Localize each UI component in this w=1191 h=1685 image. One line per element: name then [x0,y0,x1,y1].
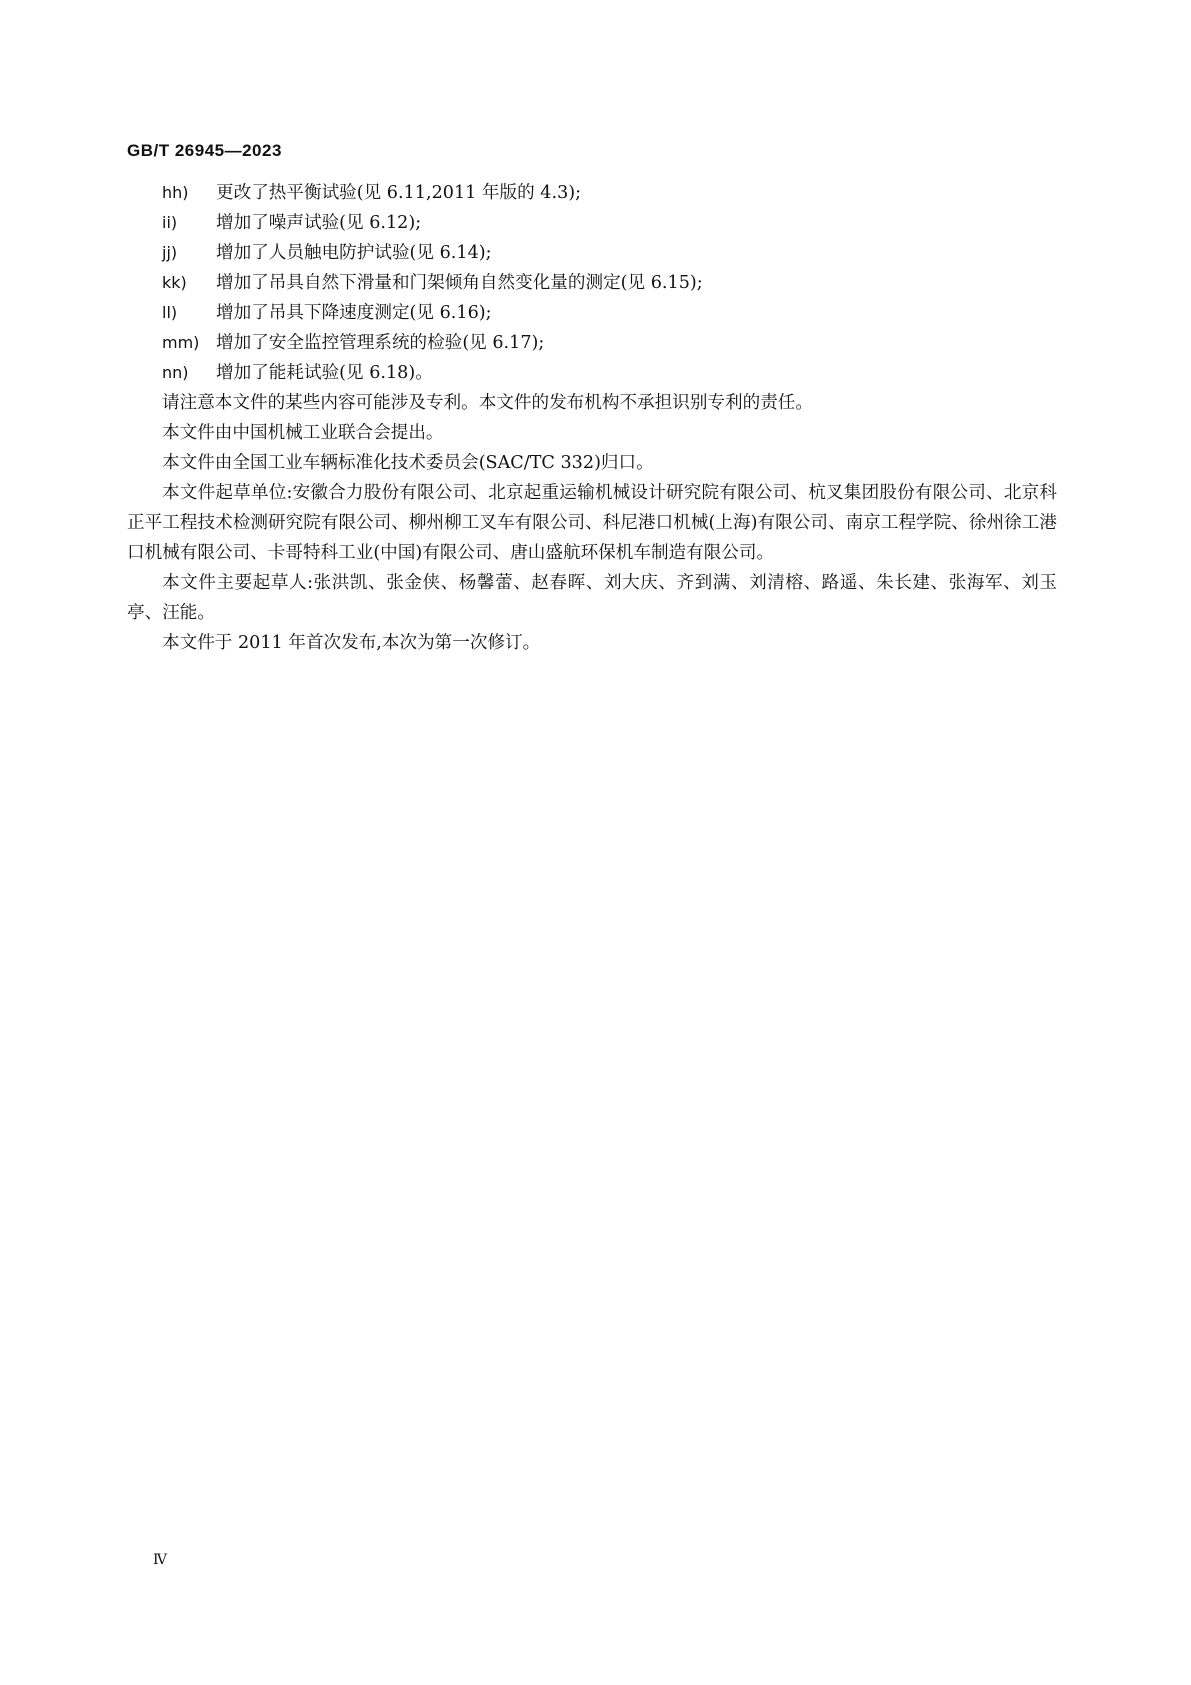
change-item [127,328,1057,358]
change-item-text: 增加了人员触电防护试验(见 6.14); [216,243,492,263]
revision-history: 本文件于 2011 年首次发布,本次为第一次修订。 [162,633,541,653]
change-item-label: hh) [162,183,189,202]
drafting-organizations: 本文件起草单位:安徽合力股份有限公司、北京起重运输机械设计研究院有限公司、杭叉集团股份有限公司、北京科正平工程技术检测研究院有限公司、柳州柳工叉车有限公司、科尼港口机械(上海)有限公司、南京工程学院、徐州徐工港口机械有限公司、卡哥特科工业(中国)有限公司、唐山盛航环保机车制造有限公司。 [127,483,1057,563]
change-item-text: 增加了吊具自然下滑量和门架倾角自然变化量的测定(见 6.15); [216,273,703,293]
change-item-text: 增加了吊具下降速度测定(见 6.16); [216,303,492,323]
foreword-content [127,178,1057,658]
change-item-label: ii) [162,213,178,232]
change-item [127,238,1057,268]
change-item-label: mm) [162,333,200,352]
change-item-text: 增加了噪声试验(见 6.12); [216,213,422,233]
change-item-text: 增加了安全监控管理系统的检验(见 6.17); [216,333,545,353]
change-item [127,268,1057,298]
change-item [127,178,1057,208]
change-item-label: ll) [162,303,178,322]
main-drafters: 本文件主要起草人:张洪凯、张金侠、杨馨蕾、赵春晖、刘大庆、齐到满、刘清榕、路遥、朱长建、张海军、刘玉亭、汪能。 [127,573,1057,623]
proposer-statement: 本文件由中国机械工业联合会提出。 [162,423,444,443]
change-item [127,298,1057,328]
change-item-text: 更改了热平衡试验(见 6.11,2011 年版的 4.3); [216,183,582,203]
change-item-label: kk) [162,273,187,292]
change-item-text: 增加了能耗试验(见 6.18)。 [216,363,433,383]
change-item-label: nn) [162,363,189,382]
page-number: Ⅳ [153,1552,167,1568]
standard-number: GB/T 26945—2023 [127,141,282,160]
change-item [127,208,1057,238]
administration-statement: 本文件由全国工业车辆标准化技术委员会(SAC/TC 332)归口。 [162,453,654,473]
change-item-label: jj) [162,243,178,262]
change-item [127,358,1057,388]
patent-notice: 请注意本文件的某些内容可能涉及专利。本文件的发布机构不承担识别专利的责任。 [162,393,813,413]
